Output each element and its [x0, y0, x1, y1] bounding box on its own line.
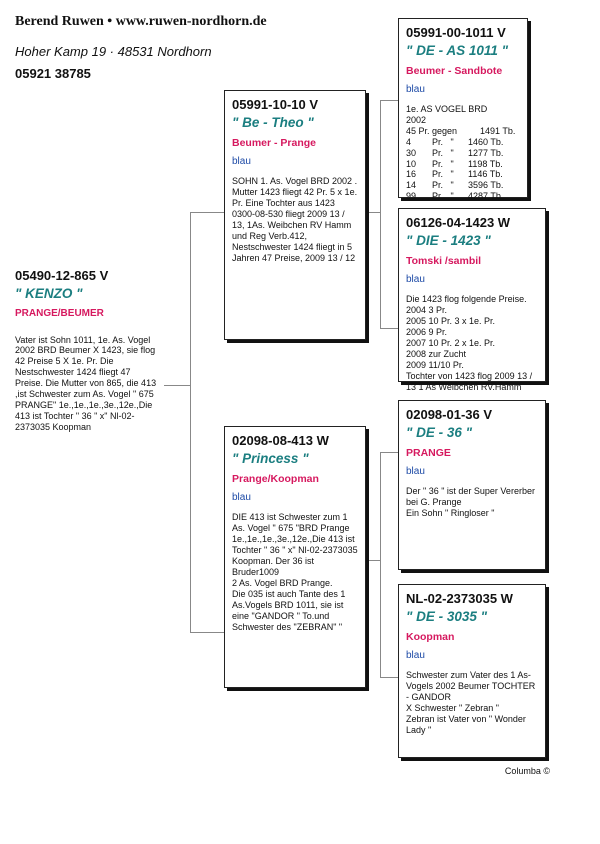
color: blau: [406, 84, 425, 96]
color: blau: [406, 274, 425, 286]
result-count: 30: [406, 147, 417, 158]
pigeon-name: " DE - 36 ": [406, 424, 473, 440]
result-count: 10: [406, 158, 417, 169]
result-birds: 3596 Tb.: [468, 180, 504, 191]
connector-father: [190, 212, 225, 213]
breeder-name: Berend Ruwen • www.ruwen-nordhorn.de: [15, 14, 267, 29]
results-row: [406, 148, 521, 159]
breeder-phone: 05921 38785: [15, 66, 91, 81]
pigeon-name: " DIE - 1423 ": [406, 232, 491, 248]
owner: Tomski /sambil: [406, 255, 482, 268]
color: blau: [406, 650, 425, 662]
results-row: [406, 137, 521, 148]
result-unit: Pr. ": [432, 191, 454, 202]
grandmother-paternal-card: [398, 208, 546, 393]
owner: PRANGE: [406, 447, 451, 460]
connector-mother-horizontal: [365, 560, 381, 561]
results-table: [406, 126, 521, 202]
results-row: [406, 126, 521, 137]
ring-number: 05490-12-865 V: [15, 268, 109, 283]
description: Die 1423 flog folgende Preise. 2004 3 Pr. 2005 10 Pr. 3 x 1e. Pr. 2006 9 Pr. 2007 10 Pr. 2 x 1e. Pr. 2008 zur Zucht 2009 11/10 Pr. Tochter von 1423 flog 2009 13 / 13 1 As Weibchen RV.Hamm: [406, 294, 533, 393]
connector-father-horizontal: [365, 212, 381, 213]
copyright: Columba ©: [504, 766, 550, 776]
result-birds: 1277 Tb.: [468, 147, 504, 158]
description: Der " 36 " ist der Super Vererber bei G. Prange Ein Sohn " Ringloser ": [406, 486, 535, 519]
description: Vater ist Sohn 1011, 1e. As. Vogel 2002 BRD Beumer X 1423, sie flog 42 Preise 5 X 1e. Pr. Die Nestschwester 1424 fliegt 47 Preise. Die Mutter von 865, die 413 ,ist Schwester zum As. Vogel " 675 PRANGE" 1e.,1e.,1e.,3e.,12e.,Die 413 ist Tochter " 36 " x" Nl-02-2373035 Koopman: [15, 334, 157, 433]
connector-mm: [380, 677, 398, 678]
result-unit: Pr. ": [432, 169, 454, 180]
description: DIE 413 ist Schwester zum 1 As. Vogel " 675 "BRD Prange 1e.,1e.,1e.,3e.,12e.,Die 413 ist Tochter " 36 " x" Nl-02-2373035 Koopman. Der 36 ist Bruder1009 2 As. Vogel BRD Prange. Die 035 ist auch Tante des 1 As.Vogels BRD 1011, sie ist eine "GANDOR " To.und Schwester des "ZEBRAN" ": [232, 512, 358, 632]
result-birds: 1460 Tb.: [468, 137, 504, 148]
result-count: 99: [406, 191, 417, 202]
color: blau: [232, 156, 251, 168]
ring-number: 05991-10-10 V: [232, 97, 319, 112]
connector-fm: [380, 328, 398, 329]
result-unit: Pr. ": [432, 158, 454, 169]
ring-number: 06126-04-1423 W: [406, 215, 511, 230]
connector-mother-vertical: [380, 452, 381, 677]
owner: Beumer - Prange: [232, 137, 317, 150]
result-count: 16: [406, 169, 417, 180]
result-unit: Pr. ": [432, 137, 454, 148]
color: blau: [232, 492, 251, 504]
grandfather-maternal-card: [398, 400, 546, 570]
ring-number: NL-02-2373035 W: [406, 591, 513, 606]
grandmother-maternal-card: [398, 584, 546, 758]
result-birds: 1198 Tb.: [468, 158, 503, 169]
owner: Beumer - Sandbote: [406, 65, 503, 78]
owner: PRANGE/BEUMER: [15, 308, 104, 320]
ring-number: 02098-08-413 W: [232, 433, 329, 448]
result-count: 4: [406, 137, 412, 148]
results-row: [406, 159, 521, 170]
ring-number: 05991-00-1011 V: [406, 25, 506, 40]
breeder-address: Hoher Kamp 19 · 48531 Nordhorn: [15, 44, 212, 59]
connector-main-horizontal: [163, 385, 191, 386]
result-count: 14: [406, 180, 417, 191]
connector-father-vertical: [380, 100, 381, 328]
description: SOHN 1. As. Vogel BRD 2002 . Mutter 1423 fliegt 42 Pr. 5 x 1e. Pr. Eine Tochter aus 1423 0300-08-530 fliegt 2009 13 / 13, 1As. Weibchen RV Hamm und Reg Verb.412, Nestschwester 1424 fliegt in 5 Jahren 47 Preise, 2009 13 / 12: [232, 176, 358, 264]
ring-number: 02098-01-36 V: [406, 407, 493, 422]
pigeon-name: " Be - Theo ": [232, 114, 314, 130]
result-birds: 4287 Tb.: [468, 191, 504, 202]
pigeon-name: " KENZO ": [15, 285, 83, 301]
owner: Prange/Koopman: [232, 473, 319, 486]
description: Schwester zum Vater des 1 As-Vogels 2002 Beumer TOCHTER - GANDOR X Schwester " Zebran " Zebran ist Vater von " Wonder Lady ": [406, 670, 536, 736]
results-row: [406, 191, 521, 202]
connector-mf: [380, 452, 398, 453]
pigeon-name: " DE - AS 1011 ": [406, 42, 509, 58]
main-pigeon-card: [8, 252, 164, 452]
result-count: 45 Pr. gegen: [406, 126, 458, 137]
result-unit: Pr. ": [432, 180, 454, 191]
mother-card: [224, 426, 366, 688]
result-birds: 1146 Tb.: [468, 169, 503, 180]
grandfather-paternal-card: [398, 18, 528, 202]
description: 1e. AS VOGEL BRD 2002: [406, 104, 488, 126]
result-birds: 1491 Tb.: [480, 126, 516, 137]
results-row: [406, 169, 521, 180]
color: blau: [406, 466, 425, 478]
connector-ff: [380, 100, 398, 101]
results-row: [406, 180, 521, 191]
connector-main-vertical: [190, 212, 191, 632]
father-card: [224, 90, 366, 340]
pigeon-name: " Princess ": [232, 450, 309, 466]
pigeon-name: " DE - 3035 ": [406, 608, 488, 624]
owner: Koopman: [406, 631, 455, 644]
connector-mother: [190, 632, 225, 633]
result-unit: Pr. ": [432, 147, 454, 158]
